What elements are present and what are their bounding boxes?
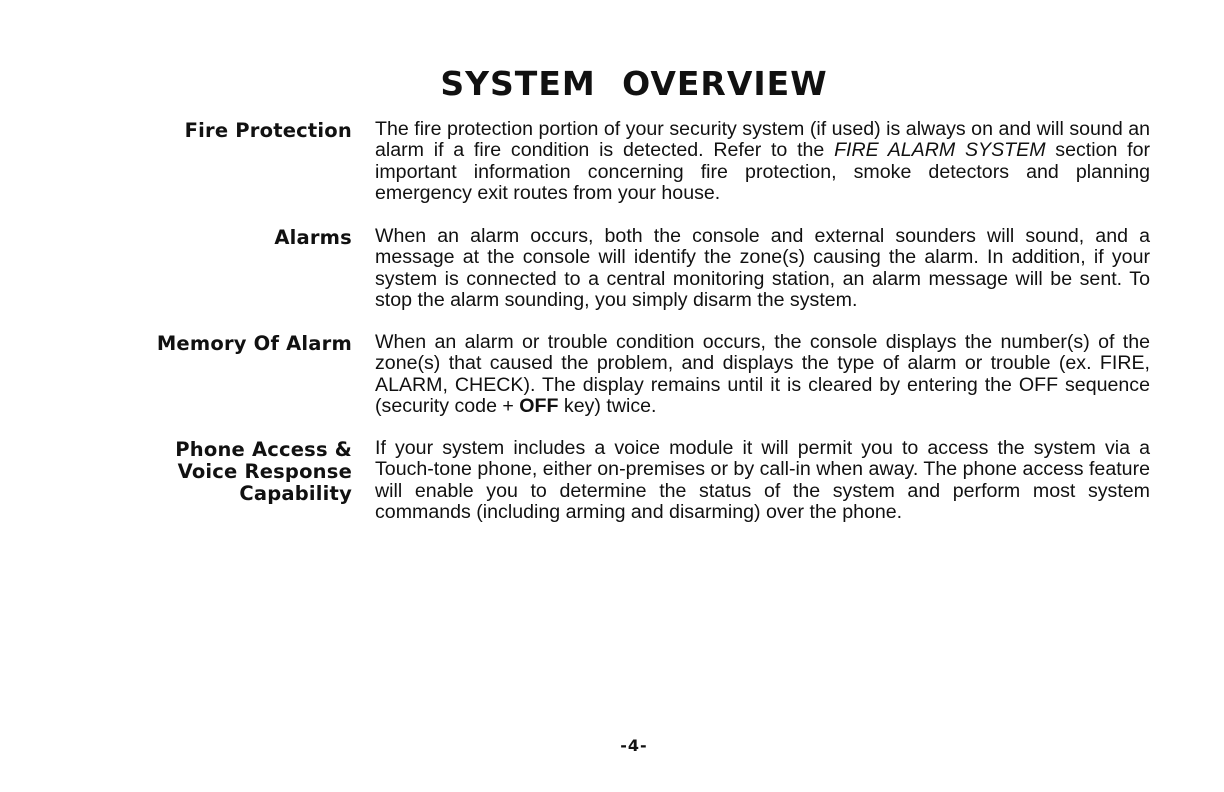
page-title: SYSTEM OVERVIEW [440,64,828,103]
fire-alarm-system-reference: FIRE ALARM SYSTEM [834,139,1046,162]
section-body-fire-protection: The fire protection portion of your security system (if used) is always on and will sound an alarm if a fire condition is detected. Refer to the FIRE ALARM SYSTEM section for important information concerning fire protection, smoke detectors and planning emergency exit routes from your house. [375,118,1150,204]
section-body-phone-access: If your system includes a voice module it will permit you to access the system via a Touch-tone phone, either on-premises or by call-in when away. The phone access feature will enable you to determine the status of the system and perform most system commands (including arming and disarming) over the phone. [375,437,1150,523]
section-body-alarms: When an alarm occurs, both the console and external sounders will sound, and a message at the console will identify the zone(s) causing the alarm. In addition, if your system is connected to a central monitoring station, an alarm message will be sent. To stop the alarm sounding, you simply disarm the system. [375,225,1150,311]
section-label-fire-protection: Fire Protection [184,119,352,142]
section-label-memory-of-alarm: Memory Of Alarm [156,332,352,355]
page-number: -4- [620,736,648,755]
section-label-alarms: Alarms [274,226,352,249]
section-label-phone-access: Phone Access & Voice Response Capability [175,438,352,505]
section-body-memory-of-alarm: When an alarm or trouble condition occurs, the console displays the number(s) of the zone(s) that caused the problem, and displays the type of alarm or trouble (ex. FIRE, ALARM, CHECK). The display remains until it is cleared by entering the OFF sequence (security code + OFF key) twice. [375,331,1150,417]
off-key-text: OFF [519,394,559,417]
